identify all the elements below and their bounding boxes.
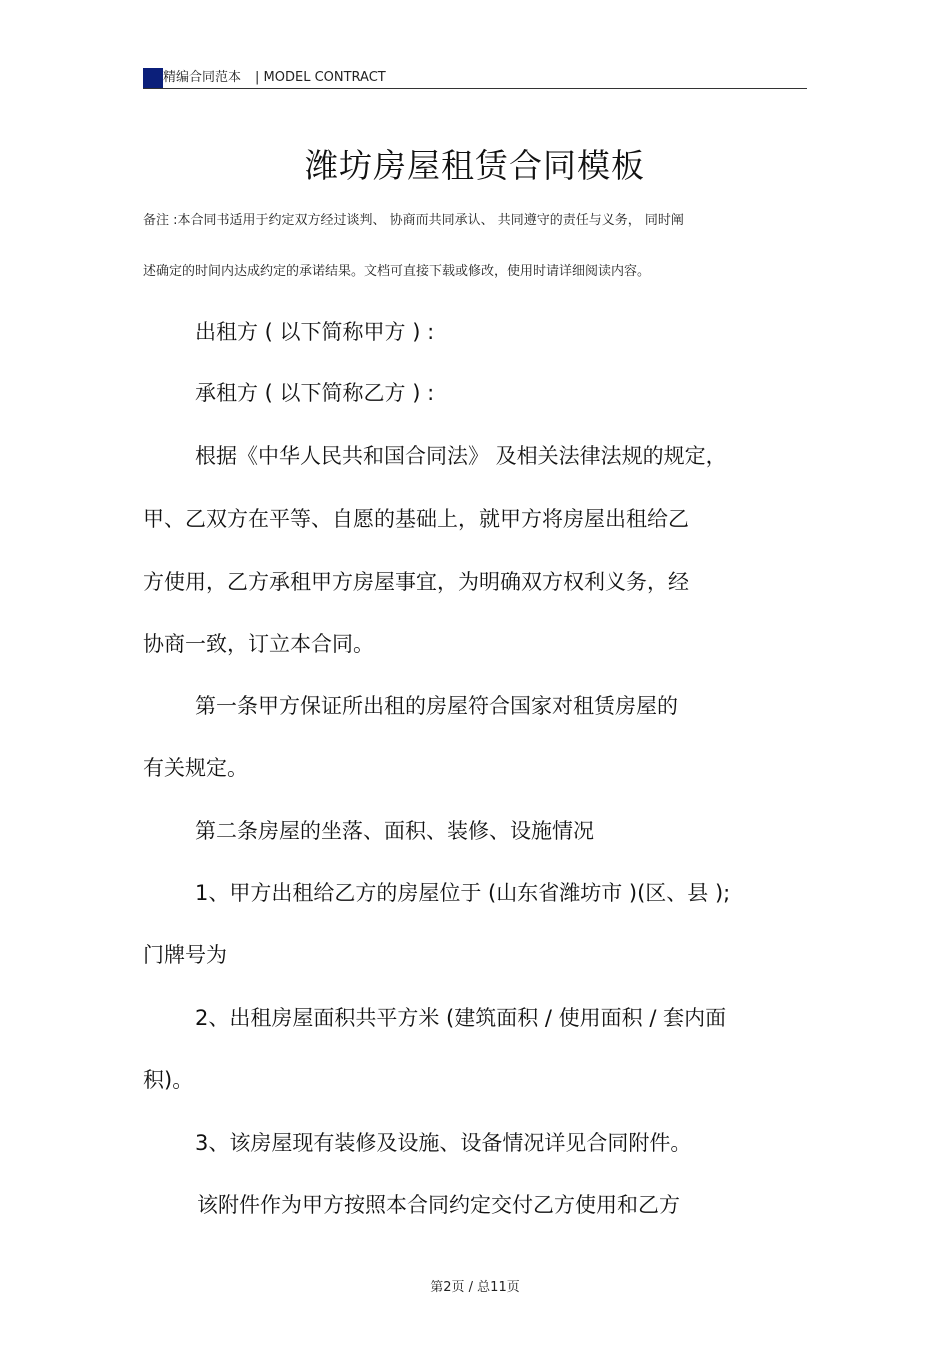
header-brand-label: 精编合同范本 — [163, 70, 242, 85]
body-line-item-2: 2、出租房屋面积共平方米 (建筑面积 / 使用面积 / 套内面 — [195, 1006, 727, 1030]
body-line: 根据《中华人民共和国合同法》 及相关法律法规的规定， — [195, 444, 727, 468]
body-line: 协商一致，订立本合同。 — [143, 632, 374, 656]
body-line-item-1: 1、甲方出租给乙方的房屋位于 (山东省潍坊市 )(区、县 ); — [195, 881, 731, 905]
page-footer: 第2页 / 总11页 — [430, 1280, 520, 1295]
body-line: 方使用，乙方承租甲方房屋事宜，为明确双方权利义务，经 — [143, 570, 689, 594]
body-line: 门牌号为 — [143, 943, 227, 967]
note-line-1: 备注 :本合同书适用于约定双方经过谈判、 协商而共同承认、 共同遵守的责任与义务， 同时阐 — [143, 213, 684, 228]
body-line: 有关规定。 — [143, 756, 248, 780]
brand-square-icon — [143, 68, 163, 88]
body-line-lessee: 承租方 ( 以下简称乙方 ) : — [195, 381, 435, 405]
body-line-lessor: 出租方 ( 以下简称甲方 ) : — [195, 320, 435, 344]
page-header — [143, 64, 807, 89]
body-line-article-1: 第一条甲方保证所出租的房屋符合国家对租赁房屋的 — [195, 694, 678, 718]
document-title: 潍坊房屋租赁合同模板 — [305, 146, 645, 185]
note-line-2: 述确定的时间内达成约定的承诺结果。文档可直接下载或修改，使用时请详细阅读内容。 — [143, 264, 651, 279]
body-line-article-2: 第二条房屋的坐落、面积、装修、设施情况 — [195, 819, 594, 843]
header-text — [163, 66, 386, 85]
body-line: 甲、乙双方在平等、自愿的基础上，就甲方将房屋出租给乙 — [143, 507, 689, 531]
body-line-item-3: 3、该房屋现有装修及设施、设备情况详见合同附件。 — [195, 1131, 692, 1155]
body-line: 积)。 — [143, 1068, 194, 1092]
body-line: 该附件作为甲方按照本合同约定交付乙方使用和乙方 — [197, 1193, 680, 1217]
header-model-label: | MODEL CONTRACT — [255, 70, 386, 85]
